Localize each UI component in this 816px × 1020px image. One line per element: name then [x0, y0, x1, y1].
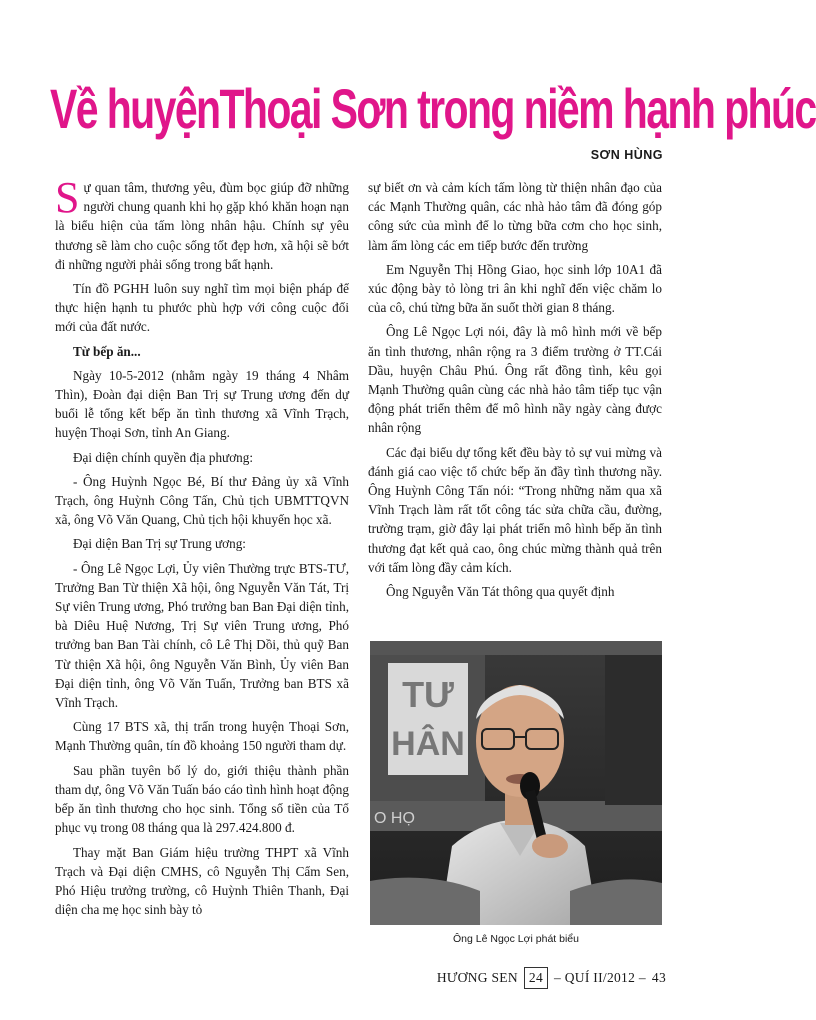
paragraph: Sau phần tuyên bố lý do, giới thiệu thành phần tham dự, ông Võ Văn Tuấn báo cáo tình hình hoạt động bếp ăn tình thương cho học sinh. Tổng số tiền của Tổ phục vụ trong 08 tháng qua là 297.424.800 đ.: [55, 762, 349, 836]
paragraph: - Ông Huỳnh Ngọc Bé, Bí thư Đảng ủy xã Vĩnh Trạch, ông Huỳnh Công Tấn, Chủ tịch UBMTTQVN xã, ông Võ Văn Quang, Chủ tịch hội khuyến học xã.: [55, 473, 349, 528]
dropcap-letter: S: [55, 173, 80, 222]
right-column: [368, 178, 662, 606]
subheading: Từ bếp ăn...: [73, 343, 141, 359]
magazine-name: HƯƠNG SEN: [436, 970, 518, 985]
issue-label: – QUÍ II/2012 –: [554, 970, 646, 985]
paragraph: Đại diện Ban Trị sự Trung ương:: [73, 536, 246, 552]
paragraph: Tín đồ PGHH luôn suy nghĩ tìm mọi biện pháp để thực hiện hạnh tu phước phù hợp với công cuộc đổi mới của đất nước.: [55, 281, 349, 335]
photo-caption: Ông Lê Ngọc Lợi phát biểu: [453, 933, 579, 945]
article-author: SƠN HÙNG: [590, 148, 663, 162]
paragraph: - Ông Lê Ngọc Lợi, Ủy viên Thường trực BTS-TƯ, Trưởng Ban Từ thiện Xã hội, ông Nguyễn Văn Tát, Trị Sự viên Trung ương, Phó trưởng ban Ban Đại diện tỉnh, bà Diêu Huệ Nương, Trị Sự viên Trung ương, Phó trưởng ban Ban Tài chính, cô Lê Thị Dồi, thủ quỹ Ban Từ thiện Xã hội, ông Nguyễn Văn Bình, Ủy viên Ban Đại diện tỉnh, ông Võ Văn Tuấn, Trưởng ban BTS xã Vĩnh Trạch.: [55, 560, 350, 711]
sign-text-top: TƯ: [402, 674, 454, 715]
page-box: 24: [524, 967, 548, 989]
speaker-photo: [370, 641, 662, 925]
paragraph: Ngày 10-5-2012 (nhằm ngày 19 tháng 4 Nhâm Thìn), Đoàn đại diện Ban Trị sự Trung ương đến dự buổi lễ tổng kết bếp ăn tình thương xã Vĩnh Trạch, huyện Thoại Sơn, tỉnh An Giang.: [55, 367, 349, 441]
page-number: 43: [651, 970, 666, 985]
banner-text: O HỌ: [374, 810, 415, 827]
paragraph: sự biết ơn và cảm kích tấm lòng từ thiện nhân đạo của các Mạnh Thường quân, các nhà hảo tâm đã đóng góp công sức của mình để lo từng bữa cơm cho học sinh, làm ấm lòng các em tiếp bước đến trường: [368, 180, 662, 253]
page-footer: [437, 967, 666, 989]
paragraph: Em Nguyễn Thị Hồng Giao, học sinh lớp 10A1 đã xúc động bày tỏ lòng tri ân khi nghĩ đến việc chăm lo của cô, chú từng bữa ăn suốt thời gian 8 tháng.: [368, 261, 662, 316]
intro-paragraph: [55, 173, 349, 274]
paragraph: Ông Nguyễn Văn Tát thông qua quyết định: [386, 584, 615, 600]
article-title: Về huyệnThoại Sơn trong niềm hạnh phúc: [50, 78, 816, 141]
paragraph: Cùng 17 BTS xã, thị trấn trong huyện Thoại Sơn, Mạnh Thường quân, tín đồ khoảng 150 người tham dự.: [55, 719, 349, 754]
intro-text: ự quan tâm, thương yêu, đùm bọc giúp đỡ những người chung quanh khi họ gặp khó khăn hoạn nạn là biểu hiện của tấm lòng nhân hậu. Chính sự yêu thương sẽ làm cho cuộc sống tốt đẹp hơn, xã hội sẽ bớt đi những người phải sống trong bất hạnh.: [55, 180, 349, 272]
paragraph: Đại diện chính quyền địa phương:: [73, 449, 254, 465]
sign-text-middle: HÂN: [391, 725, 465, 763]
left-column: [55, 173, 350, 924]
paragraph: Ông Lê Ngọc Lợi nói, đây là mô hình mới về bếp ăn tình thương, nhân rộng ra 3 điểm trường ở TT.Cái Dầu, huyện Châu Phú. Ông rất đồng tình, kêu gọi Mạnh Thường quân cùng các nhà hảo tâm tiếp tục vận động phát triển thêm để mô hình nầy ngày càng được nhân rộng: [368, 324, 662, 436]
paragraph: Các đại biểu dự tổng kết đều bày tỏ sự vui mừng và đánh giá cao việc tổ chức bếp ăn đầy tình thương nầy. Ông Huỳnh Công Tấn nói: “Trong những năm qua xã Vĩnh Trạch làm rất tốt công tác sửa chữa cầu, đường, trường trạm, giờ đây lại phát triển mô hình bếp ăn tình thương đạt kết quả cao, ông chúc mừng thành quả trên với tấm lòng đầy cảm kích.: [368, 444, 662, 575]
paragraph: Thay mặt Ban Giám hiệu trường THPT xã Vĩnh Trạch và Đại diện CMHS, cô Nguyễn Thị Cẩm Sen, Phó Hiệu trưởng trường, cô Huỳnh Thiên Thanh, Đại diện cha mẹ học sinh bày tỏ: [55, 844, 349, 918]
